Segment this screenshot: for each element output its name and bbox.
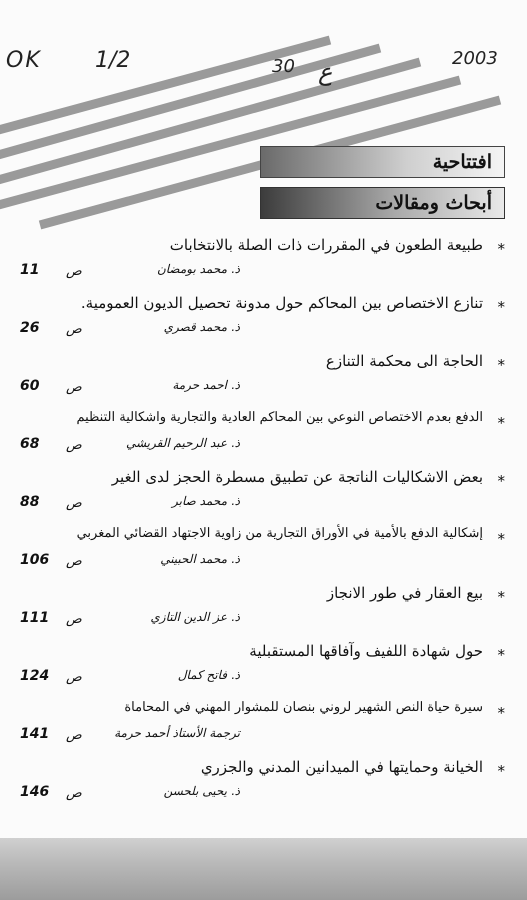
entry-author: ذ. محمد صابر <box>171 494 240 508</box>
toc-entry[interactable] <box>20 642 505 700</box>
page-number: 60 <box>20 378 40 394</box>
bullet-star-icon: * <box>497 472 505 490</box>
page-label: ص <box>66 786 82 801</box>
entry-author: ذ. عبد الرحيم القريشي <box>125 436 240 450</box>
page-label: ص <box>66 438 82 453</box>
section-banner-articles <box>260 187 505 219</box>
entry-author: ذ. محمد بومضان <box>156 262 240 276</box>
page-number: 106 <box>20 552 50 568</box>
toc-entry[interactable] <box>20 700 505 758</box>
toc-entry[interactable] <box>20 352 505 410</box>
bullet-star-icon: * <box>497 298 505 316</box>
entry-author: ذ. فاتح كمال <box>177 668 240 682</box>
page-number: 124 <box>20 668 50 684</box>
entry-title: حول شهادة اللفيف وآفاقها المستقبلية <box>249 642 483 660</box>
section-title-opening: افتتاحية <box>432 151 492 173</box>
table-of-contents <box>20 236 505 816</box>
page-label: ص <box>66 322 82 337</box>
entry-title: تنازع الاختصاص بين المحاكم حول مدونة تحصيل الديون العمومية. <box>80 294 483 312</box>
toc-entry[interactable] <box>20 758 505 816</box>
page-number: 11 <box>20 262 40 278</box>
entry-author: ذ. يحيى بلحسن <box>163 784 240 798</box>
section-banner-opening <box>260 146 505 178</box>
bullet-star-icon: * <box>497 646 505 664</box>
bullet-star-icon: * <box>497 530 505 548</box>
page-label: ص <box>66 554 82 569</box>
page-number: 26 <box>20 320 40 336</box>
bullet-star-icon: * <box>497 704 505 722</box>
page-number: 88 <box>20 494 40 510</box>
handwritten-fraction: 1/2 <box>95 48 131 73</box>
toc-entry[interactable] <box>20 468 505 526</box>
handwritten-ok: OK <box>6 48 42 73</box>
page-number: 146 <box>20 784 50 800</box>
entry-title: طبيعة الطعون في المقررات ذات الصلة بالانتخابات <box>169 236 483 254</box>
entry-author: ذ. احمد حرمة <box>172 378 240 392</box>
handwritten-year: 2003 <box>452 48 498 69</box>
bullet-star-icon: * <box>497 762 505 780</box>
entry-author: ذ. عز الدين التازي <box>150 610 240 624</box>
page-label: ص <box>66 612 82 627</box>
page-label: ص <box>66 670 82 685</box>
entry-author: ذ. محمد الحبيني <box>160 552 240 566</box>
bullet-star-icon: * <box>497 240 505 258</box>
page-label: ص <box>66 496 82 511</box>
page-number: 141 <box>20 726 50 742</box>
page-label: ص <box>66 380 82 395</box>
page-number: 68 <box>20 436 40 452</box>
entry-title: بيع العقار في طور الانجاز <box>326 584 483 602</box>
page-label: ص <box>66 728 82 743</box>
entry-title: الدفع بعدم الاختصاص النوعي بين المحاكم العادية والتجارية واشكالية التنظيم <box>76 410 483 425</box>
entry-title: الخيانة وحمايتها في الميدانين المدني والجزري <box>200 758 483 776</box>
toc-entry[interactable] <box>20 236 505 294</box>
entry-title: الحاجة الى محكمة التنازع <box>325 352 483 370</box>
handwritten-number: 30 <box>272 56 295 77</box>
toc-entry[interactable] <box>20 526 505 584</box>
toc-entry[interactable] <box>20 294 505 352</box>
entry-title: إشكالية الدفع بالأمية في الأوراق التجارية من زاوية الاجتهاد القضائي المغربي <box>76 526 483 541</box>
entry-author: ذ. محمد قصري <box>163 320 240 334</box>
handwritten-letter: ع <box>318 58 333 86</box>
toc-entry[interactable] <box>20 410 505 468</box>
bullet-star-icon: * <box>497 356 505 374</box>
toc-entry[interactable] <box>20 584 505 642</box>
entry-title: بعض الاشكاليات الناتجة عن تطبيق مسطرة الحجز لدى الغير <box>111 468 483 486</box>
page-label: ص <box>66 264 82 279</box>
entry-author: ترجمة الأستاذ أحمد حرمة <box>114 726 240 740</box>
section-title-articles: أبحاث ومقالات <box>375 192 492 214</box>
bottom-shade <box>0 838 527 900</box>
page-number: 111 <box>20 610 50 626</box>
bullet-star-icon: * <box>497 414 505 432</box>
entry-title: سيرة حياة النص الشهير لروني بنصان للمشوار المهني في المحاماة <box>124 700 483 715</box>
bullet-star-icon: * <box>497 588 505 606</box>
